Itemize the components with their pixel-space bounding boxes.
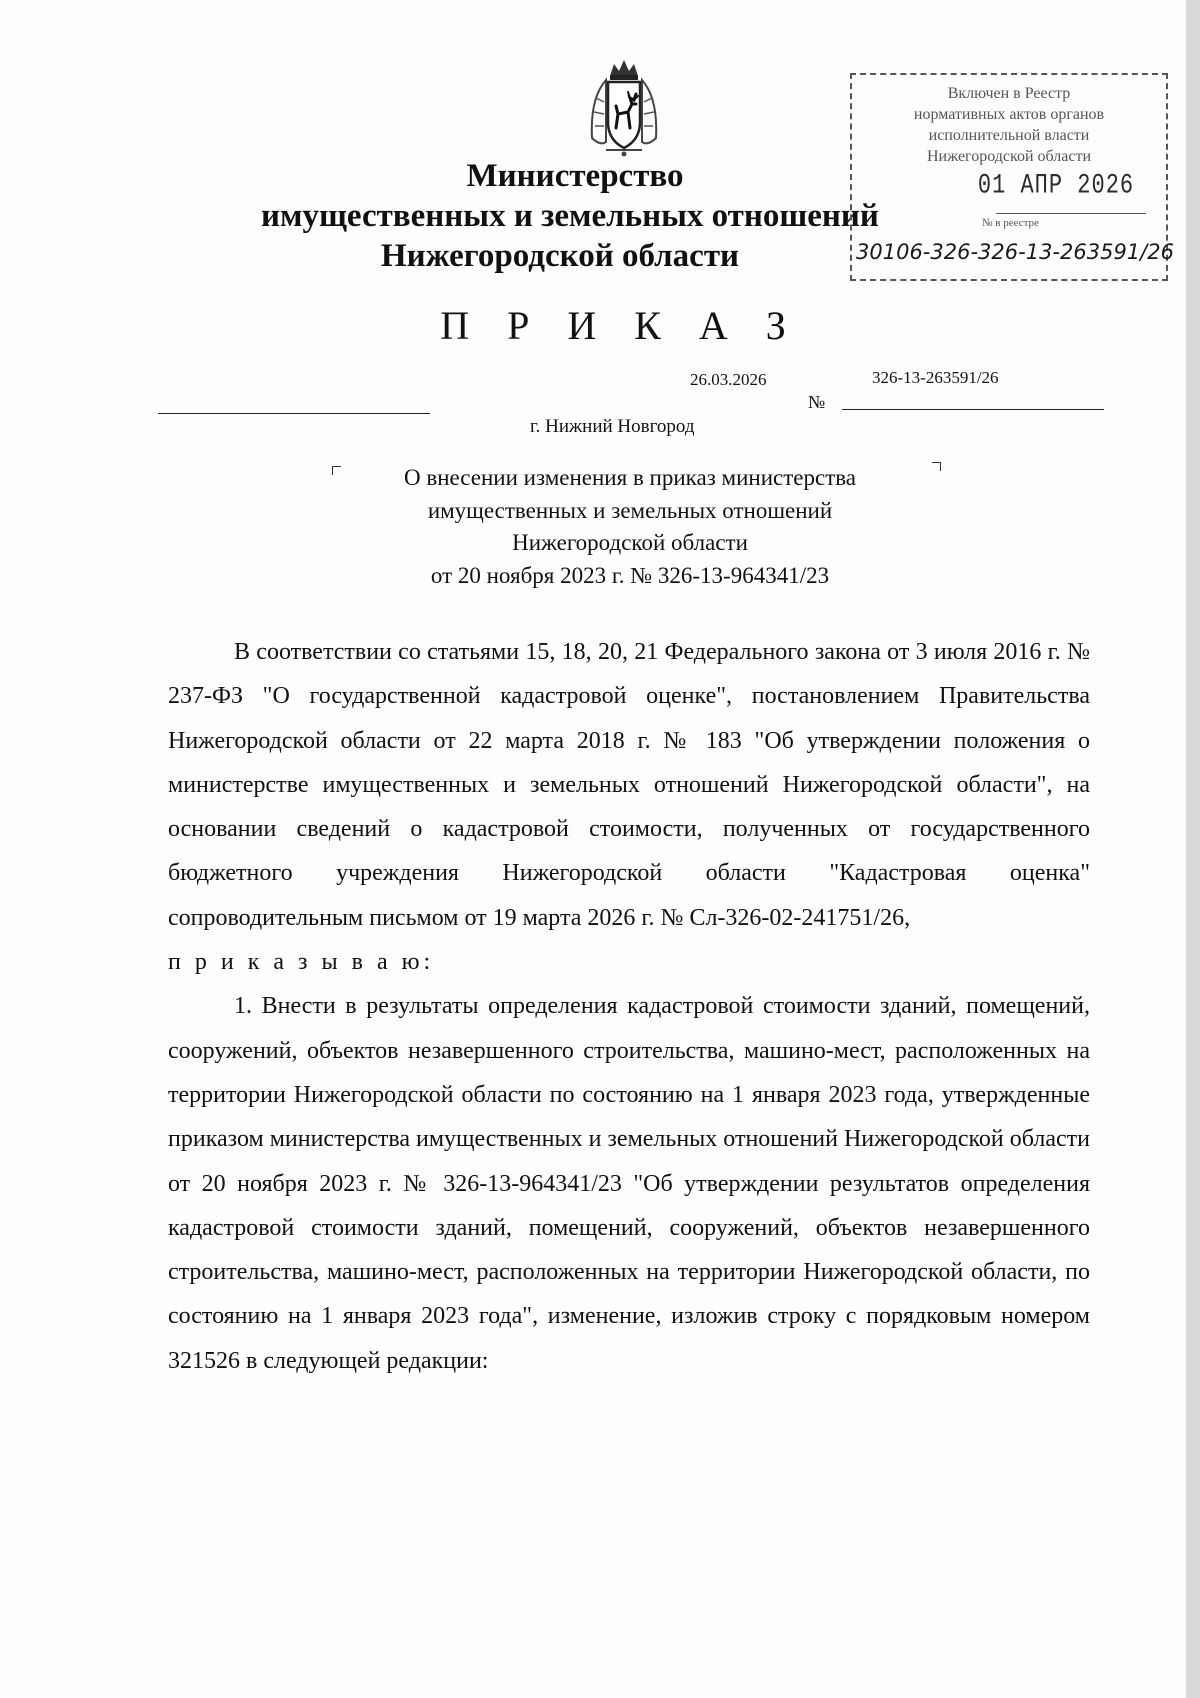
- city-name: г. Нижний Новгород: [530, 416, 695, 437]
- order-subject: [300, 462, 960, 592]
- subject-line: от 20 ноября 2023 г. № 326-13-964341/23: [430, 562, 830, 588]
- subject-line: Нижегородской области: [512, 530, 748, 555]
- ministry-title-line: Нижегородской области: [380, 238, 740, 274]
- stamp-registry-label: № в реестре: [982, 217, 1039, 229]
- scan-edge: [1186, 0, 1200, 1698]
- subject-line: имущественных и земельных отношений: [427, 497, 833, 523]
- order-number: 326-13-263591/26: [872, 368, 999, 387]
- stamp-line: нормативных актов органов: [913, 106, 1105, 123]
- item-paragraph: 1. Внести в результаты определения кадастровой стоимости зданий, помещений, сооружений, объектов незавершенного строительства, машино-мест, расположенных на территории Нижегородской области по состоянию на 1 января 2023 года, утвержденные приказом министерства имущественных и земельных отношений Нижегородской области от 20 ноября 2023 г. № 326-13-964341/23 "Об утверждении результатов определения кадастровой стоимости зданий, помещений, сооружений, объектов незавершенного строительства, машино-мест, расположенных на территории Нижегородской области, по состоянию на 1 января 2023 года", изменение, изложив строку с порядковым номером 321526 в следующей редакции:: [168, 993, 1090, 1374]
- stamp-divider: [996, 213, 1146, 214]
- stamp-line: исполнительной власти: [928, 127, 1090, 144]
- stamp-line: Включен в Реестр: [947, 85, 1071, 102]
- order-heading: П Р И К А З: [440, 303, 800, 348]
- coat-of-arms-emblem: [586, 58, 662, 158]
- number-underline: [842, 409, 1104, 410]
- stamp-date: 01 АПР 2026: [977, 170, 1135, 202]
- decree-word: п р и к а з ы в а ю:: [168, 949, 435, 976]
- stamp-text: [852, 83, 1166, 167]
- order-date: 26.03.2026: [690, 370, 767, 389]
- preamble-paragraph: В соответствии со статьями 15, 18, 20, 21 Федерального закона от 3 июля 2016 г. № 237-ФЗ "О государственной кадастровой оценке", постановлением Правительства Нижегородской области от 22 марта 2018 г. № 183 "Об утверждении положения о министерстве имущественных и земельных отношений Нижегородской области", на основании сведений о кадастровой стоимости, полученных от государственного бюджетного учреждения Нижегородской области "Кадастровая оценка" сопроводительным письмом от 19 марта 2026 г. № Сл-326-02-241751/26,: [168, 639, 1090, 931]
- order-body: [168, 630, 1090, 1383]
- ministry-title-line: имущественных и земельных отношений: [261, 198, 879, 234]
- stamp-registry-number: 30106-326-326-13-263591/26: [856, 240, 1174, 264]
- date-underline: [158, 413, 430, 414]
- number-sign: №: [808, 392, 826, 412]
- ministry-title-line: Министерство: [466, 158, 684, 194]
- subject-line: О внесении изменения в приказ министерства: [403, 465, 857, 490]
- stamp-line: Нижегородской области: [926, 148, 1091, 165]
